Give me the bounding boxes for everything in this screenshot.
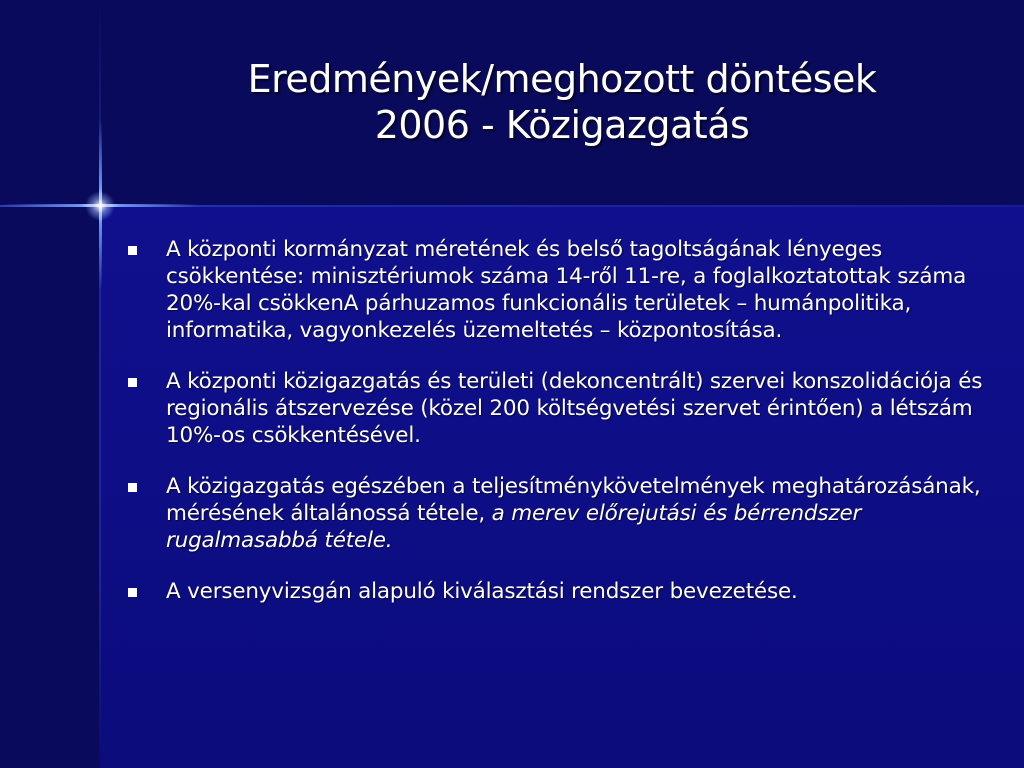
square-bullet-icon — [128, 378, 137, 387]
bullet-emphasis-text: a merev előrejutási és bérrendszer rugalmasabbá tétele. — [166, 501, 862, 553]
bullet-text: A központi kormányzat méretének és belső tagoltságának lényeges csökkentése: minisztériumok száma 14-ről 11-re, a foglalkoztatottak száma 20%-kal csökkenA párhuzamos funkcionális területek – humánpolitika, informatika, vagyonkezelés üzemeltetés – központosítása. — [166, 237, 967, 343]
bullet-text: A központi közigazgatás és területi (dekoncentrált) szervei konszolidációja és regionális átszervezése (közel 200 költségvetési szervet érintően) a létszám 10%-os csökkentésével. — [166, 369, 983, 448]
square-bullet-icon — [128, 246, 137, 255]
bullet-item — [126, 236, 1006, 344]
bullet-text: A versenyvizsgán alapuló kiválasztási rendszer bevezetése. — [166, 579, 798, 604]
square-bullet-icon — [128, 483, 137, 492]
bullet-text: A közigazgatás egészében a teljesítménykövetelmények meghatározásának, mérésének általánossá tétele, — [166, 474, 981, 526]
bullet-item — [126, 578, 1006, 605]
bullet-list — [126, 236, 1006, 629]
square-bullet-icon — [128, 588, 137, 597]
bullet-item — [126, 473, 1006, 554]
star-sparkle-icon — [85, 191, 115, 221]
title-line-2: 2006 - Közigazgatás — [374, 103, 750, 147]
title-line-1: Eredmények/meghozott döntések — [247, 57, 877, 101]
bullet-item — [126, 368, 1006, 449]
left-band — [0, 0, 100, 768]
slide-title — [100, 56, 1024, 148]
